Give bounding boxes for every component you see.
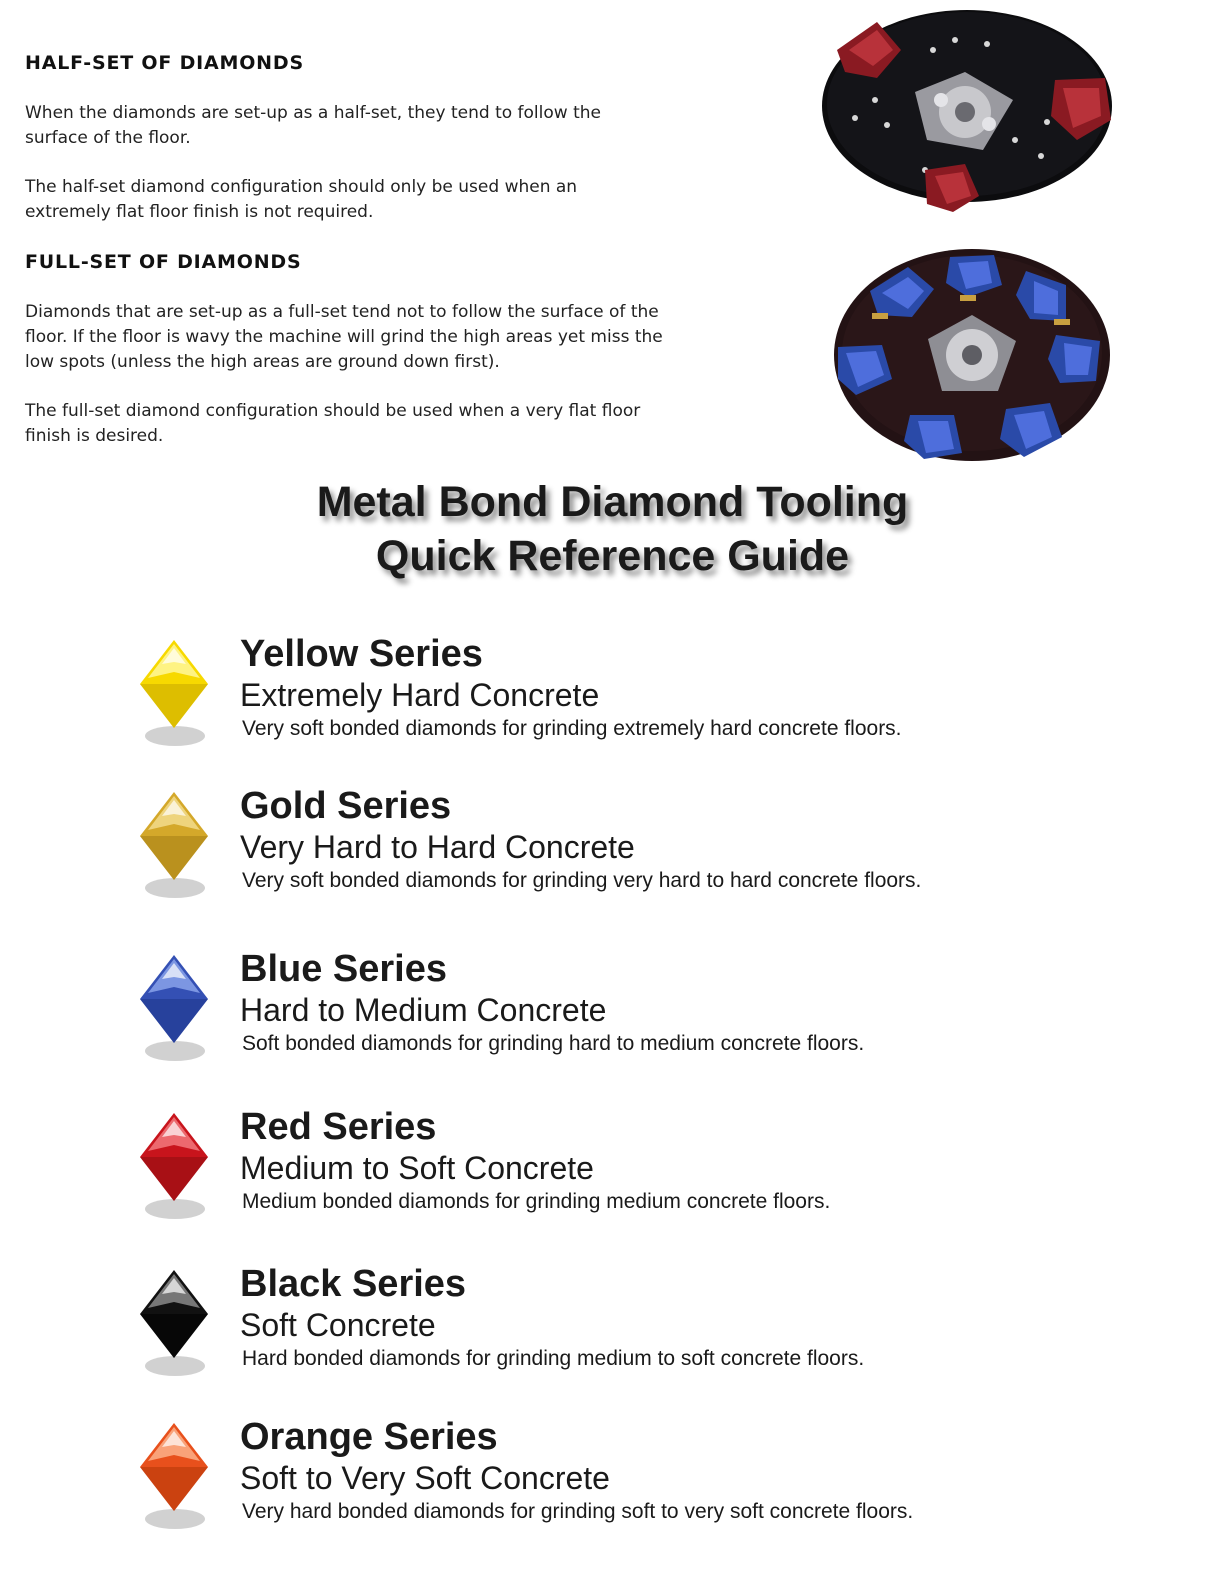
series-item-blue <box>0 947 1225 1077</box>
series-hardness: Soft Concrete <box>240 1307 436 1343</box>
series-description: Soft bonded diamonds for grinding hard to medium concrete floors. <box>242 1032 865 1055</box>
series-name: Red Series <box>240 1106 437 1148</box>
half-set-disc-image <box>815 0 1120 215</box>
gold-diamond-icon <box>130 784 220 904</box>
series-hardness: Medium to Soft Concrete <box>240 1150 594 1186</box>
yellow-diamond-icon <box>130 632 220 752</box>
text-line: floor. If the floor is wavy the machine will grind the high areas yet miss the <box>25 327 663 347</box>
black-diamond-icon <box>130 1262 220 1382</box>
series-description: Medium bonded diamonds for grinding medium concrete floors. <box>242 1190 831 1213</box>
series-description: Very soft bonded diamonds for grinding extremely hard concrete floors. <box>242 717 902 740</box>
series-item-gold <box>0 784 1225 914</box>
text-line: The full-set diamond configuration should be used when a very flat floor <box>25 401 641 421</box>
orange-diamond-icon <box>130 1415 220 1535</box>
series-hardness: Very Hard to Hard Concrete <box>240 829 635 865</box>
series-name: Black Series <box>240 1263 467 1305</box>
series-item-red <box>0 1105 1225 1235</box>
series-name: Yellow Series <box>240 633 483 675</box>
text-line: finish is desired. <box>25 426 164 446</box>
series-name: Gold Series <box>240 785 452 827</box>
series-description: Very hard bonded diamonds for grinding soft to very soft concrete floors. <box>242 1500 914 1523</box>
guide-title-line-1: Metal Bond Diamond Tooling <box>316 478 909 526</box>
series-item-black <box>0 1262 1225 1392</box>
series-name: Orange Series <box>240 1416 498 1458</box>
series-item-orange <box>0 1415 1225 1545</box>
guide-title-line-2: Quick Reference Guide <box>375 532 850 580</box>
series-hardness: Extremely Hard Concrete <box>240 677 600 713</box>
blue-diamond-icon <box>130 947 220 1067</box>
text-line: Diamonds that are set-up as a full-set tend not to follow the surface of the <box>25 302 659 322</box>
text-line: The half-set diamond configuration should only be used when an <box>25 177 578 197</box>
text-line: surface of the floor. <box>25 128 191 148</box>
series-description: Very soft bonded diamonds for grinding very hard to hard concrete floors. <box>242 869 922 892</box>
half-set-heading: HALF-SET OF DIAMONDS <box>25 52 304 74</box>
text-line: extremely flat floor finish is not required. <box>25 202 374 222</box>
full-set-paragraph-2 <box>25 399 640 449</box>
full-set-paragraph-1 <box>25 300 663 375</box>
full-set-disc-image <box>830 245 1115 465</box>
series-description: Hard bonded diamonds for grinding medium to soft concrete floors. <box>242 1347 865 1370</box>
half-set-paragraph-2 <box>25 175 577 225</box>
half-set-paragraph-1 <box>25 101 601 151</box>
series-hardness: Soft to Very Soft Concrete <box>240 1460 610 1496</box>
series-name: Blue Series <box>240 948 447 990</box>
full-set-heading: FULL-SET OF DIAMONDS <box>25 251 302 273</box>
text-line: When the diamonds are set-up as a half-set, they tend to follow the <box>25 103 601 123</box>
series-item-yellow <box>0 632 1225 762</box>
series-hardness: Hard to Medium Concrete <box>240 992 607 1028</box>
text-line: low spots (unless the high areas are ground down first). <box>25 352 500 372</box>
red-diamond-icon <box>130 1105 220 1225</box>
